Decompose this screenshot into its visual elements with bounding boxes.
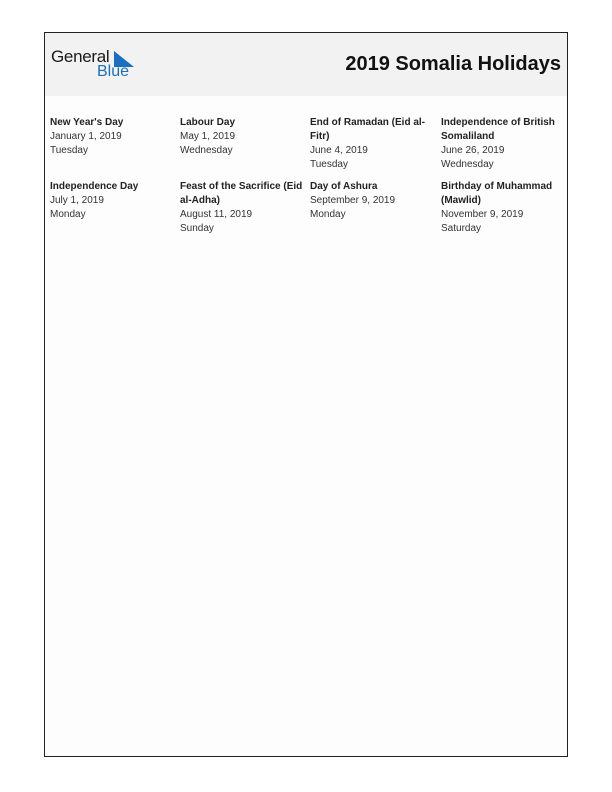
holiday-weekday: Tuesday: [50, 145, 88, 156]
holiday-item: [50, 180, 180, 236]
holiday-item: [180, 116, 310, 172]
holiday-weekday: Tuesday: [310, 159, 348, 170]
holiday-name: Feast of the Sacrifice (Eid al-Adha): [180, 181, 303, 206]
holiday-item: [441, 180, 566, 236]
holiday-grid: [50, 116, 566, 236]
holiday-name: New Year's Day: [50, 117, 124, 128]
logo-text-general: General: [51, 47, 110, 66]
page-frame: [44, 32, 568, 757]
holiday-item: [441, 116, 566, 172]
holiday-weekday: Wednesday: [441, 159, 494, 170]
logo: [51, 47, 141, 83]
holiday-name: End of Ramadan (Eid al-Fitr): [310, 117, 426, 142]
holiday-date: November 9, 2019: [441, 209, 524, 220]
holiday-weekday: Monday: [310, 209, 346, 220]
holiday-item: [180, 180, 310, 236]
holiday-weekday: Saturday: [441, 223, 482, 234]
holiday-item: [310, 180, 441, 236]
holiday-date: May 1, 2019: [180, 131, 236, 142]
holiday-weekday: Sunday: [180, 223, 214, 234]
holiday-name: Independence of British Somaliland: [441, 117, 555, 142]
holiday-date: January 1, 2019: [50, 131, 122, 142]
holiday-date: July 1, 2019: [50, 195, 104, 206]
holiday-name: Independence Day: [50, 181, 139, 192]
holiday-item: [310, 116, 441, 172]
holiday-weekday: Wednesday: [180, 145, 233, 156]
holiday-name: Labour Day: [180, 117, 236, 128]
holiday-date: June 26, 2019: [441, 145, 505, 156]
logo-text-blue: Blue: [97, 63, 130, 80]
header: [45, 33, 567, 96]
holiday-name: Day of Ashura: [310, 181, 378, 192]
holiday-weekday: Monday: [50, 209, 86, 220]
page-title: 2019 Somalia Holidays: [345, 53, 561, 75]
holiday-date: June 4, 2019: [310, 145, 368, 156]
holiday-date: August 11, 2019: [180, 209, 253, 220]
holiday-item: [50, 116, 180, 172]
holiday-name: Birthday of Muhammad (Mawlid): [441, 181, 553, 206]
holiday-date: September 9, 2019: [310, 195, 396, 206]
